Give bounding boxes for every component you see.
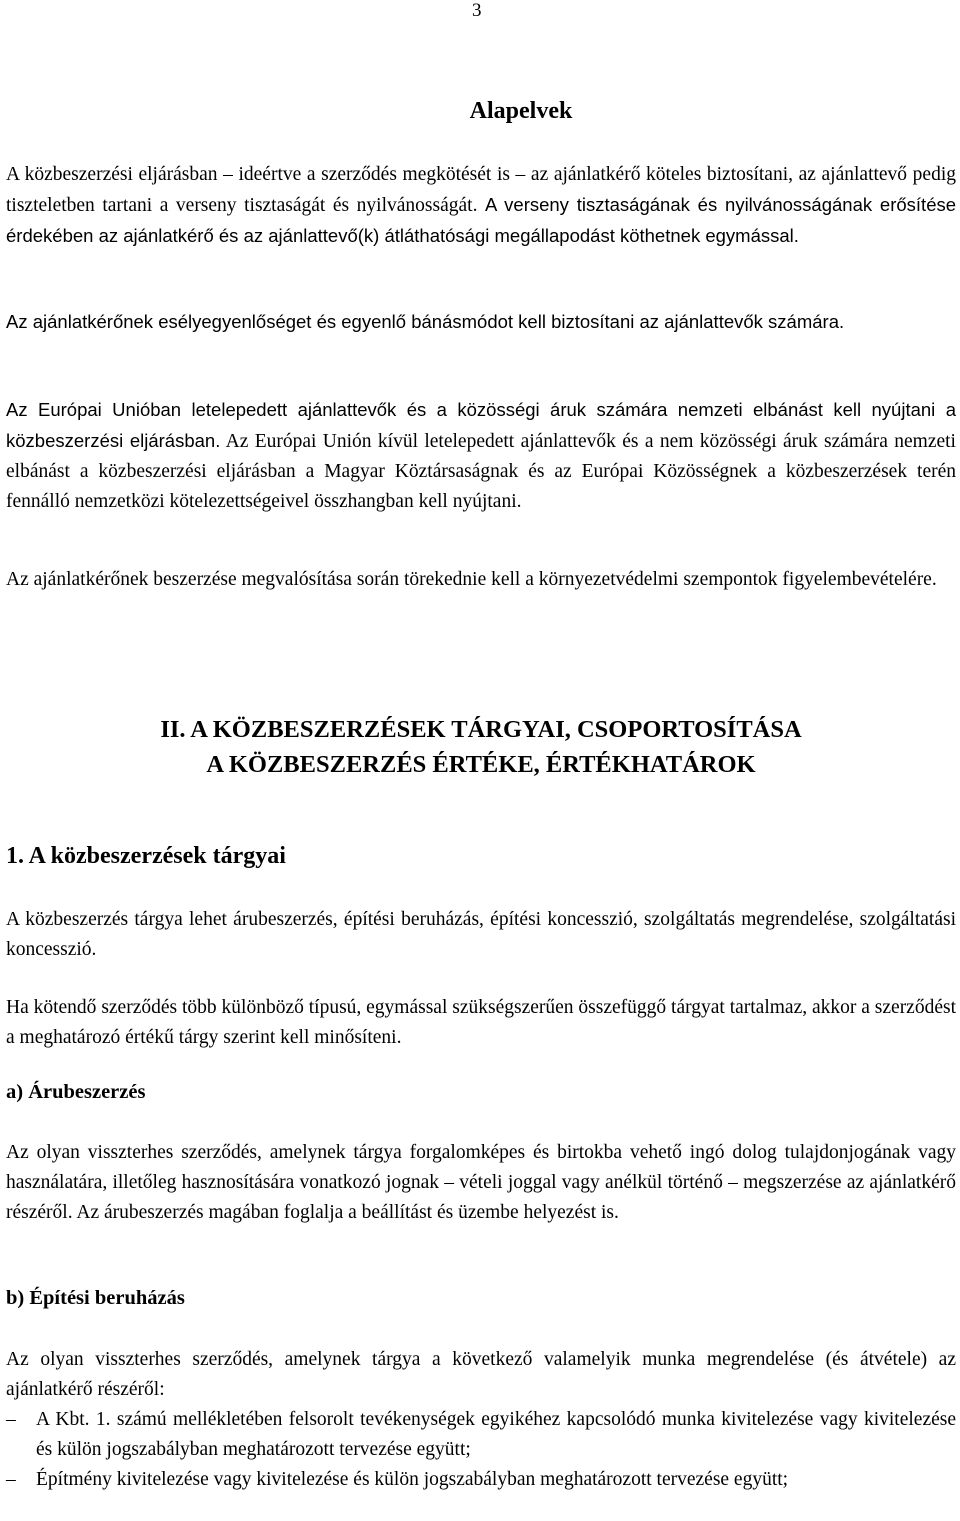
works-intro-text: Az olyan visszterhes szerződés, amelynek tárgya a következő valamelyik munka megrendelése (és átvétele) az ajánlatkérő részéről: — [6, 1349, 956, 1400]
chapter-heading — [6, 712, 956, 782]
intro-paragraph-2 — [6, 307, 956, 337]
dash-marker: – — [6, 1409, 16, 1430]
intro-paragraph-1 — [6, 160, 956, 252]
goods-procurement-text: Az olyan visszterhes szerződés, amelynek tárgya forgalomképes és birtokba vehető ingó dolog tulajdonjogának vagy használatára, illetőleg hasznosítására vonatkozó jognak – vételi joggal vagy anélkül történő – megszerzése az ajánlatkérő részéről. Az árubeszerzés magában foglalja a beállítást és üzembe helyezést is. — [6, 1142, 956, 1223]
list-item — [6, 1405, 956, 1465]
subsection-b — [6, 1287, 956, 1310]
non-eu-treatment-text: Az Európai Unión kívül letelepedett ajánlattevők és a nem közösségi áruk számára nemzeti elbánást a közbeszerzési eljárásban a Magyar Köztársaságnak és az Európai Közösségnek a közbeszerzések terén fennálló nemzetközi kötelezettségeivel összhangban kell nyújtani. — [6, 431, 956, 512]
intro-paragraph-3 — [6, 395, 956, 517]
section-1 — [6, 843, 956, 870]
eu-treatment-text: Az Európai Unióban letelepedett ajánlattevők és a közösségi áruk számára nemzeti elbánást kell nyújtani a közbeszerzési eljárásban. — [6, 399, 956, 451]
section-1-title: 1. A közbeszerzések tárgyai — [6, 843, 286, 869]
section-1-paragraph-1 — [6, 905, 956, 965]
subsection-b-content — [6, 1345, 956, 1495]
subsection-b-title: b) Építési beruházás — [6, 1287, 185, 1309]
equal-treatment-text: Az ajánlatkérőnek esélyegyenlőséget és egyenlő bánásmódot kell biztosítani az ajánlattevők számára. — [6, 311, 845, 332]
list-item-text: Építmény kivitelezése vagy kivitelezése és külön jogszabályban meghatározott tervezése együtt; — [36, 1469, 789, 1490]
environment-text: Az ajánlatkérőnek beszerzése megvalósítása során törekednie kell a környezetvédelmi szempontok figyelembevételére. — [6, 569, 937, 590]
page-number: 3 — [472, 0, 482, 21]
mixed-contract-text: Ha kötendő szerződés több különböző típusú, egymással szükségszerűen összefüggő tárgyat tartalmaz, akkor a szerződést a meghatározó értékű tárgy szerint kell minősíteni. — [6, 997, 956, 1048]
intro-paragraph-4 — [6, 565, 956, 595]
subsection-a — [6, 1081, 956, 1104]
chapter-heading-line-2: A KÖZBESZERZÉS ÉRTÉKE, ÉRTÉKHATÁROK — [206, 751, 756, 778]
subsection-a-paragraph — [6, 1138, 956, 1228]
dash-marker: – — [6, 1469, 16, 1490]
section-1-paragraph-2 — [6, 993, 956, 1053]
list-item — [6, 1465, 956, 1495]
chapter-heading-line-1: II. A KÖZBESZERZÉSEK TÁRGYAI, CSOPORTOSÍTÁSA — [160, 716, 802, 743]
works-list — [6, 1405, 956, 1495]
procurement-subject-text: A közbeszerzés tárgya lehet árubeszerzés, építési beruházás, építési koncesszió, szolgáltatás megrendelése, szolgáltatási koncesszió. — [6, 909, 956, 960]
list-item-text: A Kbt. 1. számú mellékletében felsorolt tevékenységek egyikéhez kapcsolódó munka kivitelezése vagy kivitelezése és külön jogszabályban meghatározott tervezése együtt; — [36, 1409, 956, 1460]
intro-text-serif: A közbeszerzési eljárásban – ideértve a szerződés megkötését is – az ajánlatkérő köteles biztosítani, az ajánlattevő pedig tiszteletben tartani a verseny tisztaságát és nyilvánosságát. — [6, 164, 956, 216]
heading-alapelvek: Alapelvek — [469, 98, 573, 124]
intro-text-sans: A verseny tisztaságának és nyilvánosságának erősítése érdekében az ajánlatkérő és az ajánlattevő(k) átláthatósági megállapodást köthetnek egymással. — [6, 194, 957, 246]
subsection-a-title: a) Árubeszerzés — [6, 1081, 146, 1103]
